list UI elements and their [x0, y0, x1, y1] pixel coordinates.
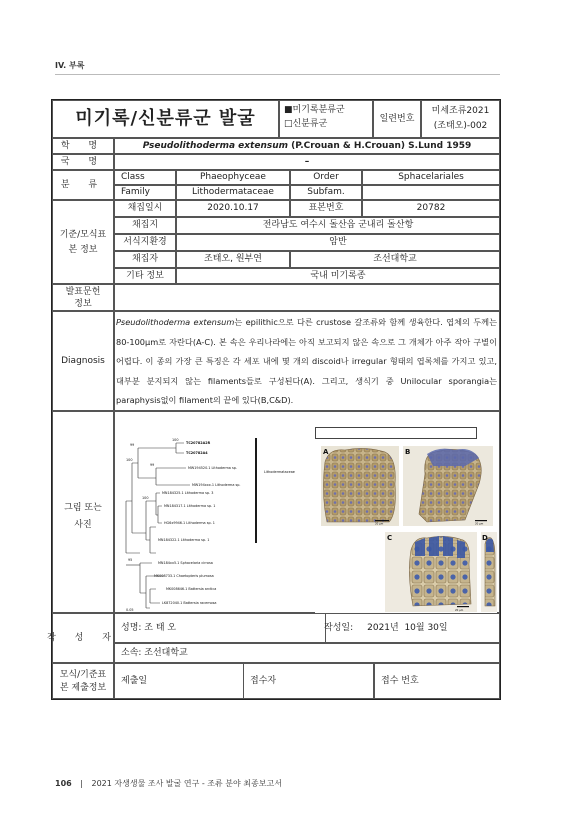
panel-label-b: B: [405, 448, 411, 456]
collector-org: 조선대학교: [290, 251, 500, 268]
family-label: Family: [114, 185, 176, 200]
form-title: 미기록/신분류군 발굴: [52, 100, 279, 138]
common-name-value: –: [114, 154, 500, 170]
category-checkboxes: [279, 100, 373, 138]
submission-label-line1: 모식/기준표: [59, 670, 107, 680]
habitat-value: 암반: [176, 234, 500, 251]
checkbox-unrecorded[interactable]: ■미기록분류군: [284, 105, 345, 115]
tree-tip-11: MK008646.1 Battersia arctica: [166, 587, 217, 591]
diagnosis-species-name: Pseudolithoderma extensum: [116, 317, 235, 327]
author-org: 소속: 조선대학교: [114, 643, 500, 663]
scale-label-c: 20 μm: [455, 609, 464, 612]
reg-no-label: 일련번호: [373, 100, 421, 138]
panel-b: [403, 446, 493, 526]
author-date-label: 작성일:: [324, 622, 354, 633]
scientific-name: [114, 138, 500, 154]
collect-date-label: 채집일시: [114, 200, 176, 217]
panel-d: [481, 532, 497, 612]
figure-label-line2: 사진: [74, 520, 92, 530]
common-name-label: 국 명: [52, 154, 114, 170]
class-value: Phaeophyceae: [176, 170, 290, 185]
tree-tip-2: TC20782A4: [186, 451, 208, 455]
scale-label-b: 20 μm: [475, 522, 484, 526]
collect-site-label: 채집지: [114, 217, 176, 234]
header-divider: [55, 74, 500, 75]
scientific-name-label: 학 명: [52, 138, 114, 154]
collector-label: 채집자: [114, 251, 176, 268]
tree-scale-label: 0.05: [126, 608, 134, 612]
author-label: 작 성 자: [52, 613, 114, 663]
scientific-name-author: (P.Crouan & H.Crouan) S.Lund 1959: [288, 140, 472, 151]
class-label: Class: [114, 170, 176, 185]
other-info-value: 국내 미기록종: [176, 268, 500, 284]
submission-label-line2: 본 제출정보: [59, 683, 107, 693]
submit-date-label: 제출일: [114, 663, 244, 699]
order-label: Order: [290, 170, 362, 185]
panel-label-a: A: [323, 448, 329, 456]
phylogenetic-tree: [116, 413, 306, 611]
collect-date-value: 2020.10.17: [176, 200, 290, 217]
tree-tip-9: MN184xx5.1 Sphacelaria cirrosa: [158, 561, 213, 565]
figure-label: [52, 411, 114, 613]
tree-tip-8: MN184322.1 Lithoderma sp. 1: [158, 538, 210, 542]
order-value: Sphacelariales: [362, 170, 500, 185]
bootstrap-4: 100: [126, 458, 133, 462]
collect-site-value: 전라남도 여수시 돌산읍 군내리 돌산항: [176, 217, 500, 234]
diagnosis-text: [114, 313, 499, 409]
micrographs: [315, 444, 497, 614]
reg-no-value: [421, 100, 500, 138]
scale-bar-c: [457, 606, 469, 607]
caption-box: [315, 427, 477, 439]
scale-label-a: 20 μm: [375, 522, 384, 526]
family-value: Lithodermataceae: [176, 185, 290, 200]
bootstrap-2: 99: [130, 443, 135, 447]
taxonomy-label: 분 류: [52, 170, 114, 200]
panel-c: [385, 532, 477, 612]
author-date: [326, 613, 500, 643]
subfam-label: Subfam.: [290, 185, 362, 200]
publication-label-line2: 정보: [74, 299, 92, 309]
publication-label-line1: 발표문헌: [65, 287, 101, 297]
panel-label-c: C: [387, 534, 393, 542]
tree-tip-1: TC20782A2R: [186, 441, 211, 445]
bootstrap-3: 99: [150, 463, 155, 467]
submission-label: [52, 663, 114, 699]
page-number: 106: [55, 779, 72, 788]
other-info-label: 기타 정보: [114, 268, 176, 284]
specimen-info-label-line1: 기준/모식표: [59, 230, 107, 240]
subfam-value: [362, 185, 500, 200]
specimen-info-label-line2: 본 정보: [68, 245, 98, 255]
tree-tip-4: MW194xxx.1 Lithoderma sp.: [192, 483, 241, 487]
tree-tip-5: MN184325.1 Lithoderma sp. 3: [162, 491, 214, 495]
diagnosis-label: Diagnosis: [52, 311, 114, 411]
tree-tip-7: HG6x9946.1 Lithoderma sp. 1: [164, 521, 215, 525]
tree-group-label: Lithodermataceae: [264, 470, 295, 474]
author-name: 성명: 조 태 오: [114, 613, 326, 643]
receipt-no-label: 접수 번호: [374, 663, 500, 699]
publication-label: [52, 284, 114, 311]
reg-no-value-line2: (조태오)-002: [433, 121, 488, 131]
tree-tip-6: MN184317.1 Lithoderma sp. 1: [164, 504, 216, 508]
receiver-label: 접수자: [244, 663, 374, 699]
panel-a: [321, 446, 399, 526]
bootstrap-6: 95: [128, 558, 133, 562]
scale-bar-b: [475, 520, 487, 521]
specimen-no-value: 20782: [362, 200, 500, 217]
scale-bar-a: [375, 520, 389, 521]
registration-form: [47, 99, 501, 700]
habitat-label: 서식지환경: [114, 234, 176, 251]
specimen-no-label: 표본번호: [290, 200, 362, 217]
scientific-name-genus-species: Pseudolithoderma extensum: [142, 140, 289, 151]
collector-value: 조태오, 원부연: [176, 251, 290, 268]
panel-label-d: D: [482, 534, 488, 542]
bootstrap-1: 100: [172, 438, 179, 442]
specimen-info-label: [52, 200, 114, 284]
checkbox-new-taxon[interactable]: □신분류군: [284, 118, 328, 129]
author-date-value: 2021년 10월 30일: [367, 622, 448, 633]
publication-value: [114, 284, 500, 311]
reg-no-value-line1: 미세조류2021: [431, 106, 490, 116]
footer-separator: |: [80, 779, 83, 788]
bootstrap-5: 100: [142, 496, 149, 500]
figure-label-line1: 그림 또는: [64, 503, 102, 513]
page-footer: [55, 778, 282, 789]
chapter-header: IV. 부록: [55, 61, 85, 70]
footer-title: 2021 자생생물 조사 발굴 연구 - 조류 분야 최종보고서: [91, 779, 282, 788]
tree-tip-12: LK872040.1 Battersia racemosa: [162, 601, 217, 605]
tree-tip-10: MK008733.1 Chaetopteris plumosa: [154, 574, 214, 578]
diagnosis-body: 는 epilithic으로 다른 crustose 갈조류와 함께 생육한다. 엽체의 두께는 80-100μm로 자란다(A-C). 본 속은 우리나라에는 아직 보고되지 않은 속으로 그 개체가 아주 작아 구별이 어렵다. 이 종의 가장 큰 특징은 각 세포 내에 몇 개의 discoid나 irregular 형태의 엽록체를 가지고 있고, 대부분 분지되지 않는 filaments들로 구성된다(A). 그리고, 생식기 중 Unilocular sporangia는 paraphysis없이 filament의 끝에 있다(B,C&D).: [116, 317, 497, 405]
tree-tip-3: MW194520.1 Lithoderma sp.: [188, 466, 237, 470]
